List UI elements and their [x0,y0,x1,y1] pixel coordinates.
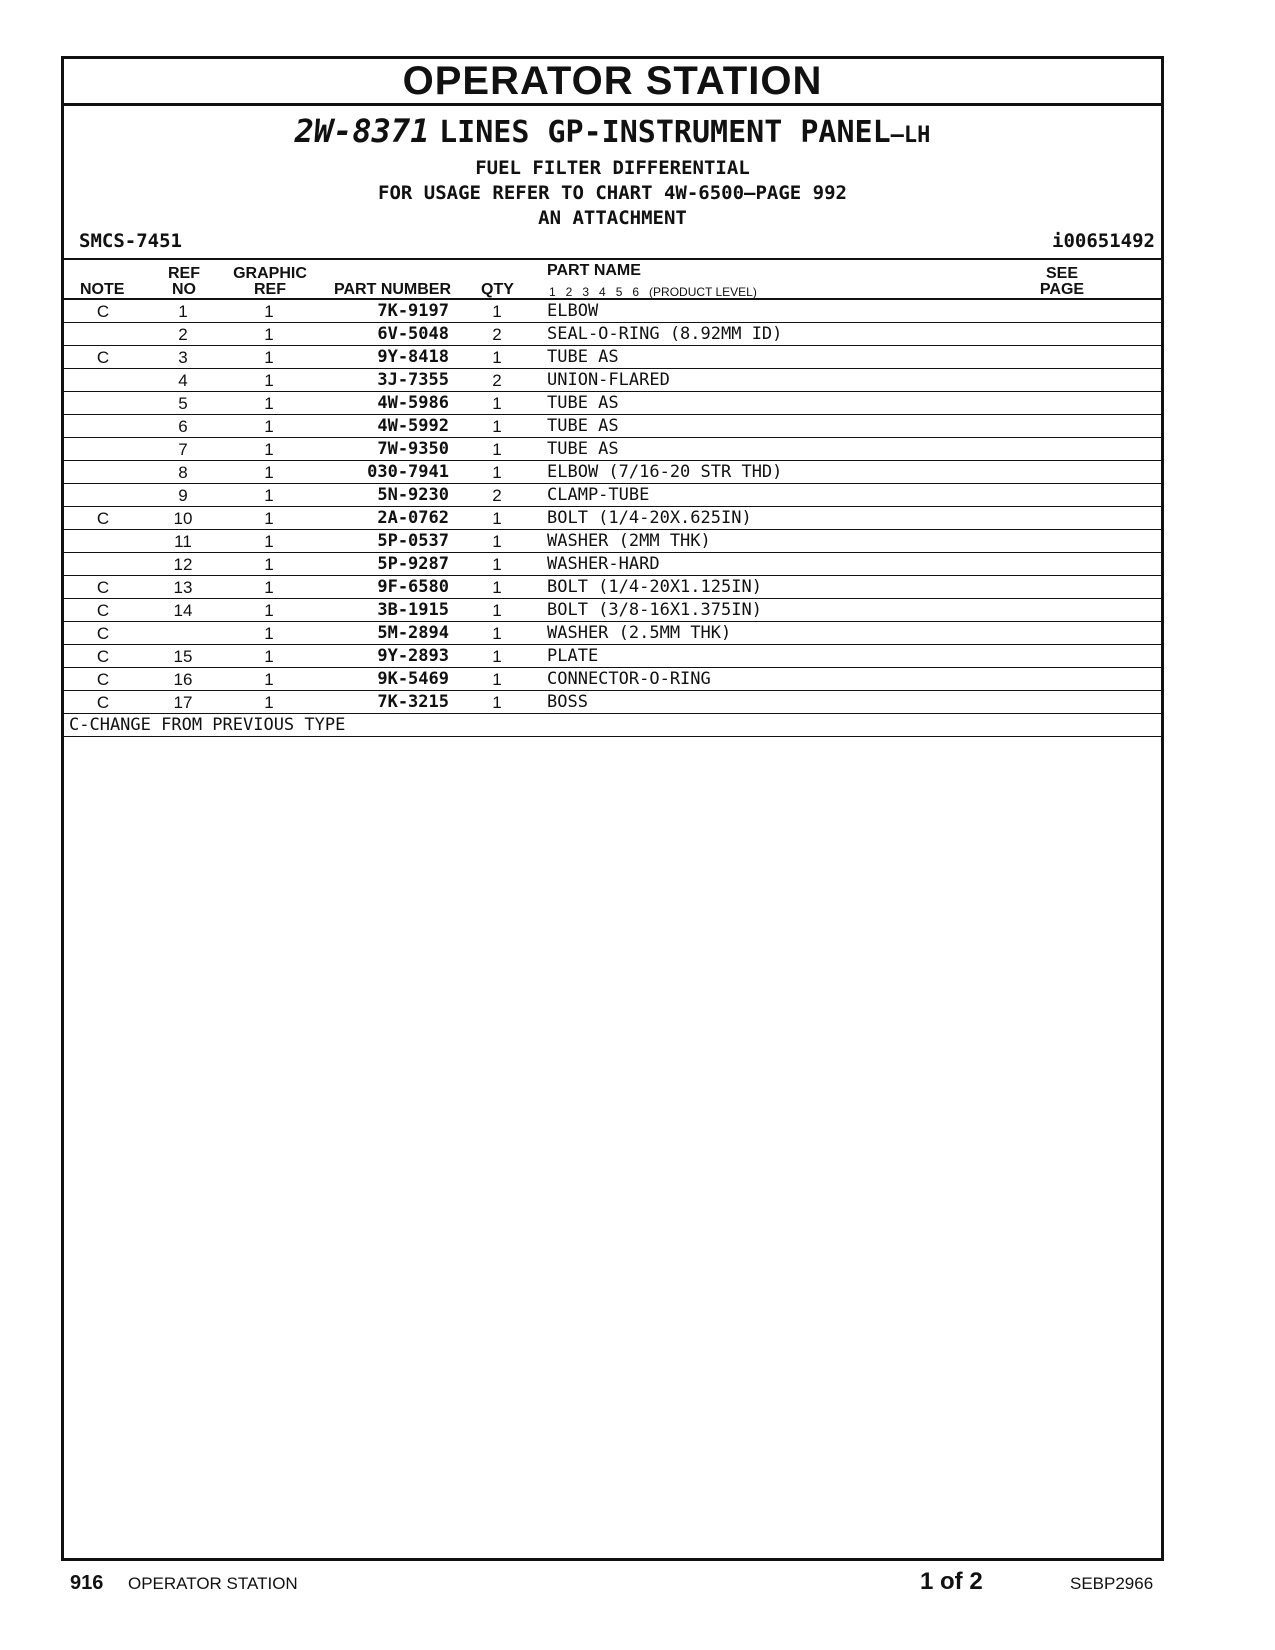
doc-id: SEBP2966 [1070,1574,1154,1593]
table-row [64,622,1161,645]
ref-cell: 12 [173,555,193,574]
col-part-number: PART NUMBER [334,281,452,298]
qty-cell: 1 [492,463,502,482]
part-number-cell: 5P-9287 [377,554,449,574]
part-name-cell: TUBE AS [547,347,619,367]
qty-cell: 1 [492,394,502,413]
graphic-ref-cell: 1 [264,693,274,712]
col-ref-bottom: NO [172,281,196,298]
part-number-cell: 7K-9197 [377,301,449,321]
part-number-cell: 9F-6580 [377,577,449,597]
part-number-cell: 9Y-2893 [377,646,449,666]
page-footer [0,1568,1275,1608]
part-number-cell: 2A-0762 [377,508,449,528]
note-cell: C [96,509,110,528]
column-headers [64,260,1161,300]
ref-cell: 17 [173,693,193,712]
ref-cell: 1 [178,302,188,321]
part-name-cell: WASHER-HARD [547,554,660,574]
ref-cell: 2 [178,325,188,344]
part-name-cell: TUBE AS [547,439,619,459]
ref-cell: 5 [178,394,188,413]
graphic-ref-cell: 1 [264,325,274,344]
part-number-cell: 5P-0537 [377,531,449,551]
part-name-cell: WASHER (2MM THK) [547,531,711,551]
qty-cell: 1 [492,509,502,528]
qty-cell: 1 [492,647,502,666]
graphic-ref-cell: 1 [264,486,274,505]
col-product-levels: 1 2 3 4 5 6 (PRODUCT LEVEL) [549,285,757,299]
ref-cell: 10 [173,509,193,528]
graphic-ref-cell: 1 [264,578,274,597]
part-name-cell: CLAMP-TUBE [547,485,650,505]
ref-cell: 16 [173,670,193,689]
part-number-cell: 9K-5469 [377,669,449,689]
qty-cell: 1 [492,578,502,597]
graphic-ref-cell: 1 [264,532,274,551]
part-name-cell: TUBE AS [547,393,619,413]
graphic-ref-cell: 1 [264,509,274,528]
note-cell: C [96,348,110,367]
part-name-cell: BOSS [547,692,588,712]
qty-cell: 1 [492,670,502,689]
illustration-id: i00651492 [1052,230,1155,252]
note-cell: C [96,578,110,597]
group-suffix: —LH [890,123,931,148]
group-number: 2W-8371 [294,112,430,150]
table-row [64,415,1161,438]
qty-cell: 1 [492,624,502,643]
part-number-cell: 7K-3215 [377,692,449,712]
graphic-ref-cell: 1 [264,670,274,689]
part-name-cell: BOLT (3/8-16X1.375IN) [547,600,762,620]
part-number-cell: 4W-5986 [377,393,449,413]
table-row [64,484,1161,507]
ref-cell: 11 [174,532,192,551]
note-cell: C [96,601,110,620]
part-name-cell: WASHER (2.5MM THK) [547,623,732,643]
part-number-cell: 3J-7355 [377,370,449,390]
graphic-ref-cell: 1 [264,394,274,413]
page-frame [61,56,1164,1561]
part-name-cell: ELBOW (7/16-20 STR THD) [547,462,783,482]
graphic-ref-cell: 1 [264,624,274,643]
graphic-ref-cell: 1 [264,302,274,321]
part-name-cell: SEAL-O-RING (8.92MM ID) [547,324,783,344]
table-row [64,691,1161,714]
col-part-name: PART NAME [547,262,641,279]
table-row [64,346,1161,369]
table-row [64,438,1161,461]
part-name-cell: CONNECTOR-O-RING [547,669,711,689]
col-ref-top: REF [168,265,200,282]
col-see-top: SEE [1045,265,1078,282]
footnote-row [64,714,1161,737]
part-name-cell: TUBE AS [547,416,619,436]
group-name: LINES GP-INSTRUMENT PANEL [439,115,891,150]
footnote-text: C-CHANGE FROM PREVIOUS TYPE [69,715,346,735]
col-graphic-bottom: REF [254,281,286,298]
graphic-ref-cell: 1 [264,371,274,390]
note-cell: C [96,647,110,666]
table-row [64,599,1161,622]
graphic-ref-cell: 1 [264,601,274,620]
graphic-ref-cell: 1 [264,440,274,459]
ref-cell: 14 [173,601,193,620]
col-qty: QTY [481,281,514,298]
note-cell: C [96,693,110,712]
part-number-cell: 7W-9350 [377,439,449,459]
ref-cell: 7 [178,440,188,459]
col-graphic-top: GRAPHIC [233,265,307,282]
ref-cell: 8 [178,463,188,482]
table-row [64,576,1161,599]
smcs-code: SMCS-7451 [79,230,182,252]
table-row [64,323,1161,346]
col-note: NOTE [80,281,125,298]
ref-cell: 4 [178,371,188,390]
table-row [64,507,1161,530]
qty-cell: 1 [492,601,502,620]
qty-cell: 1 [492,555,502,574]
qty-cell: 1 [492,440,502,459]
ref-cell: 15 [173,647,193,666]
page-number: 916 [70,1572,104,1594]
group-subtitle-3: AN ATTACHMENT [538,207,687,229]
graphic-ref-cell: 1 [264,348,274,367]
qty-cell: 1 [492,693,502,712]
part-name-cell: ELBOW [547,301,599,321]
table-row [64,530,1161,553]
part-number-cell: 9Y-8418 [377,347,449,367]
part-number-cell: 4W-5992 [377,416,449,436]
ref-cell: 13 [173,578,193,597]
table-row [64,645,1161,668]
ref-cell: 3 [178,348,188,367]
ref-cell: 9 [178,486,188,505]
table-row [64,461,1161,484]
part-number-cell: 5M-2894 [377,623,449,643]
qty-cell: 1 [492,348,502,367]
ref-cell: 6 [178,417,188,436]
table-row [64,553,1161,576]
note-cell: C [96,670,110,689]
group-subtitle-2: FOR USAGE REFER TO CHART 4W-6500—PAGE 992 [378,182,847,204]
part-number-cell: 6V-5048 [377,324,449,344]
graphic-ref-cell: 1 [264,463,274,482]
table-row [64,369,1161,392]
sheet-indicator: 1 of 2 [920,1568,983,1595]
graphic-ref-cell: 1 [264,647,274,666]
note-cell: C [96,302,110,321]
part-number-cell: 5N-9230 [377,485,449,505]
qty-cell: 2 [492,371,502,390]
group-title [64,106,1161,156]
note-cell: C [96,624,110,643]
part-name-cell: UNION-FLARED [547,370,670,390]
qty-cell: 2 [492,325,502,344]
qty-cell: 1 [492,417,502,436]
graphic-ref-cell: 1 [264,555,274,574]
graphic-ref-cell: 1 [264,417,274,436]
qty-cell: 1 [492,302,502,321]
group-header [64,106,1161,260]
table-row [64,668,1161,691]
footer-section: OPERATOR STATION [128,1574,298,1593]
part-name-cell: BOLT (1/4-20X1.125IN) [547,577,762,597]
group-subtitle-1: FUEL FILTER DIFFERENTIAL [475,157,750,179]
qty-cell: 1 [492,532,502,551]
part-number-cell: 3B-1915 [377,600,449,620]
part-name-cell: PLATE [547,646,599,666]
parts-table [64,300,1161,737]
table-row [64,392,1161,415]
table-row [64,300,1161,323]
station-title: OPERATOR STATION [64,59,1161,106]
part-number-cell: 030-7941 [367,462,449,482]
part-name-cell: BOLT (1/4-20X.625IN) [547,508,752,528]
qty-cell: 2 [492,486,502,505]
col-see-bottom: PAGE [1039,281,1085,298]
